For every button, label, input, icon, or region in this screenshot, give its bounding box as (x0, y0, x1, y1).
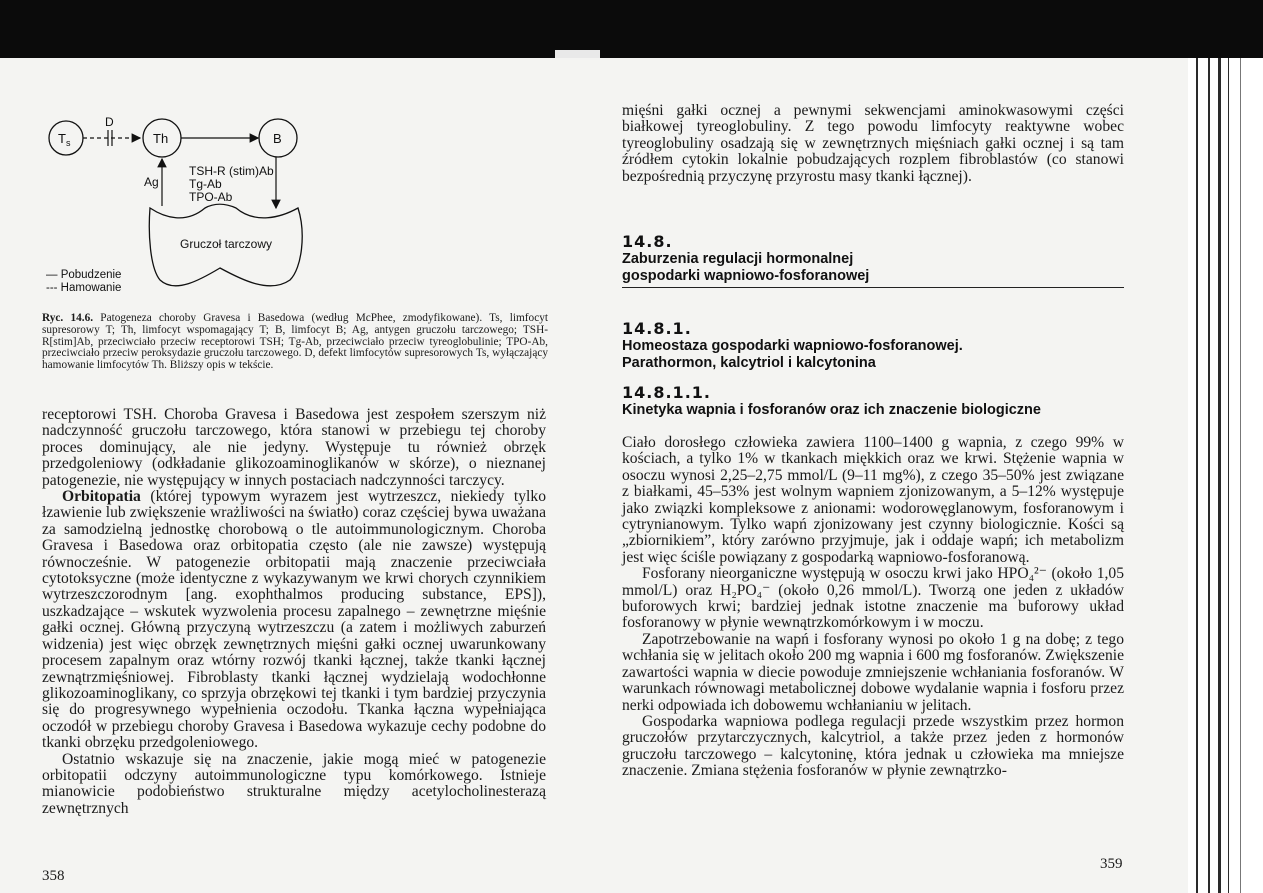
subsection-title-line-2: Parathormon, kalcytriol i kalcytonina (622, 355, 876, 371)
subsubsection-title: Kinetyka wapnia i fosforanów oraz ich znaczenie biologiczne (622, 402, 1041, 418)
subsection-number: 14.8.1. (622, 319, 692, 338)
spine-mark (555, 50, 600, 58)
section-rule (622, 287, 1124, 288)
right-paragraph-3: Zapotrzebowanie na wapń i fosforany wynosi po około 1 g na dobę; z tego wchłania się w jelitach około 200 mg wapnia i 600 mg fosforanów. Zwiększenie zawartości wapnia w diecie powoduje zmniejszenie wchłaniania fosforanów. W warunkach równowagi metabolicznej dobowe wydalanie wapnia i fosforu przez nerki odpowiada ich dobowemu wchłanianiu w jelitach. (622, 630, 1124, 714)
antibody-tsh-r: TSH-R (stim)Ab (189, 164, 274, 178)
right-page (588, 58, 1188, 893)
right-paragraph-4: Gospodarka wapniowa podlega regulacji przede wszystkim przez hormon gruczołów przytarczycznych, kalcytriol, a także przez jeden z hormonów gruczołu tarczowego – kalcytoninę, która jednak u człowieka ma mniejsze znaczenie. Zmiana stężenia fosforanów w płynie zewnątrzko- (622, 712, 1124, 780)
left-paragraph-3: Ostatnio wskazuje się na znaczenie, jakie mogą mieć w patogenezie orbitopatii odczyny autoimmunologiczne typu komórkowego. Istnieje mianowicie podobieństwo strukturalne między acetylocholinesterazą zewnętrznych (42, 750, 546, 817)
section-heading (622, 232, 869, 285)
right-paragraph-2: Fosforany nieorganiczne występują w osoczu krwi jako HPO₄²⁻ (około 1,05 mmol/L) oraz H₂PO₄⁻ (około 0,26 mmol/L). Tworzą one jeden z układów buforowych krwi; bardziej jednak istotne znaczenie ma buforowy układ fosforanowy w płynie wewnątrzkomórkowym i w moczu. (622, 565, 1124, 632)
section-number: 14.8. (622, 232, 673, 251)
legend-excite: — Pobudzenie (46, 269, 122, 281)
left-paragraph-1: receptorowi TSH. Choroba Gravesa i Basedowa jest zespołem szerszym niż nadczynność gruczołu tarczowego, która stanowi w przebiegu tej choroby proces dominujący, ale nie jedyny. Występuje tu również obrzęk przedgoleniowy (odkładanie glikozoaminoglikanów w skórze), o nieznanej patogenezie, nie występujący w innych postaciach nadczynności tarczycy. (42, 406, 546, 489)
label-d: D (105, 115, 114, 129)
right-paragraph-1: Ciało dorosłego człowieka zawiera 1100–1400 g wapnia, z czego 99% w kościach, a tylko 1% w tkankach miękkich oraz we krwi. Stężenie wapnia w osoczu wynosi 2,25–2,75 mmol/L (9–11 mg%), z czego 35–50% jest związane z białkami, 45–53% jest wolnym wapniem zjonizowanym, a 5–12% występuje jako związki kompleksowe z anionami: wodorowęglanowym, fosforanowym i cytrynianowym. Tylko wapń zjonizowany jest czynny biologicznie. Kości są „zbiornikiem”, który zarówno przyjmuje, jak i oddaje wapń; ich metabolizm jest więc ściśle powiązany z gospodarką wapniowo-fosforanową. (622, 434, 1124, 566)
left-paragraph-2-text: (której typowym wyrazem jest wytrzeszcz, niekiedy tylko łzawienie lub zwiększenie wrażliwości na światło) coraz częściej bywa uważana za samodzielną jednostkę chorobową o tle autoimmunologicznym. Choroba Gravesa i Basedowa oraz orbitopatia często (ale nie zawsze) występują równocześnie. W patogenezie orbitopatii mają znaczenie przeciwciała cytotoksyczne (może identyczne z wykazywanym we krwi chorych czynnikiem wytrzeszczorodnym [ang. exophthalmos producing substance, EPS]), uszkadzające – wskutek wyzwolenia procesu zapalnego – zewnętrzne mięśnie gałki ocznej. Główną przyczyną wytrzeszczu (a zatem i możliwych zaburzeń widzenia) jest więc obrzęk zewnętrznych mięśni gałki ocznej uwarunkowany procesem zapalnym oraz wtórny rozwój tkanki łącznej, także tkanki łącznej zewnątrzmięśniowej. Fibroblasty tkanki łącznej wydzielają wodochłonne glikozoaminoglikany, co sprzyja obrzękowi tej tkanki i tym bardziej przyczynia się do progresywnego wypełnienia oczodołu. Tkanka łączna wypełniająca oczodół w przebiegu choroby Gravesa i Basedowa wykazuje cechy podobne do tkanki obrzęku przedgoleniowego. (42, 488, 546, 752)
page-edge-stack (1188, 58, 1263, 893)
graves-pathogenesis-diagram (0, 58, 588, 303)
left-paragraph-2 (42, 489, 546, 752)
legend-inhibit: --- Hamowanie (46, 282, 122, 294)
node-b-label: B (273, 131, 282, 146)
antibody-tg: Tg-Ab (189, 177, 222, 191)
right-top-paragraph-block (622, 103, 1124, 185)
caption-text: Patogeneza choroby Gravesa i Basedowa (według McPhee, zmodyfikowane). Ts, limfocyt supresorowy T; Th, limfocyt wspomagający T; B, limfocyt B; Ag, antygen gruczołu tarczowego; TSH-R[stim]Ab, przeciwciało przeciw receptorowi TSH; Tg-Ab, przeciwciało przeciw tyreoglobulinie; TPO-Ab, przeciwciało przeciw peroksydazie gruczołu tarczowego. D, defekt limfocytów supresorowych Ts, wyłączający hamowanie limfocytów Th. Bliższy opis w tekście. (42, 312, 548, 372)
left-page (0, 58, 588, 893)
page-number-right: 359 (1100, 856, 1123, 872)
left-body-text (42, 407, 546, 817)
subsubsection-heading (622, 383, 1041, 419)
gland-label: Gruczoł tarczowy (180, 237, 273, 251)
scanner-top-border (0, 0, 1263, 58)
orbitopatia-term: Orbitopatia (62, 488, 141, 506)
page-number-left: 358 (42, 868, 65, 884)
caption-label: Ryc. 14.6. (42, 312, 94, 324)
section-title-line-1: Zaburzenia regulacji hormonalnej (622, 251, 854, 267)
node-th-label: Th (153, 131, 169, 146)
right-paragraph-top: mięśni gałki ocznej a pewnymi sekwencjami aminokwasowymi części białkowej tyreoglobuliny. Z tego powodu limfocyty reaktywne wobec tyreoglobuliny osadzają się w zewnętrznych mięśniach gałki ocznej i są tam źródłem cytokin lokalnie pobudzających rozplem fibroblastów (co stanowi bezpośrednią przyczynę przyrostu masy tkanki łącznej). (622, 102, 1124, 185)
label-ag: Ag (144, 175, 159, 189)
subsection-title-line-1: Homeostaza gospodarki wapniowo-fosforanowej. (622, 338, 963, 354)
node-ts-label: $T_s$ (58, 131, 71, 148)
figure-caption (42, 313, 548, 372)
subsubsection-number: 14.8.1.1. (622, 383, 711, 402)
subsection-heading (622, 319, 963, 372)
right-body-text (622, 435, 1124, 780)
antibody-tpo: TPO-Ab (189, 190, 233, 204)
section-title-line-2: gospodarki wapniowo-fosforanowej (622, 268, 870, 284)
